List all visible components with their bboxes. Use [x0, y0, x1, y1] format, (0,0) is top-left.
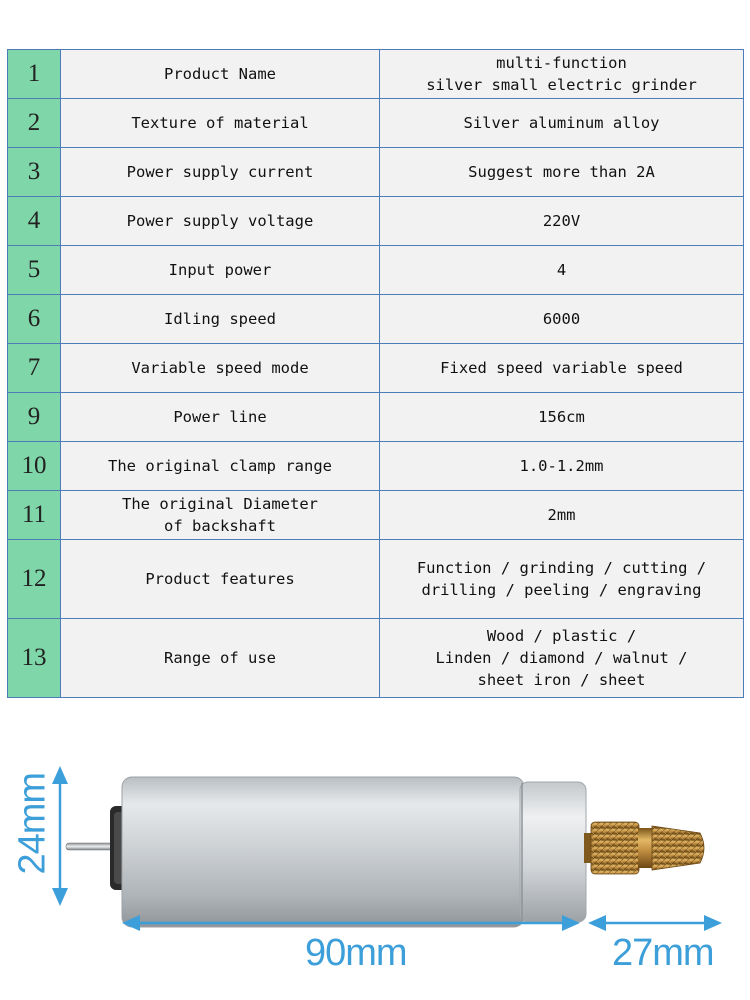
spec-table: [7, 49, 744, 698]
spec-row: [8, 50, 744, 99]
spec-name-line: Range of use: [164, 649, 276, 667]
spec-value: [380, 246, 744, 295]
spec-value-line: Wood / plastic /: [486, 627, 637, 645]
row-number: 11: [8, 491, 61, 540]
spec-name-line: of backshaft: [164, 517, 276, 535]
spec-row: [8, 619, 744, 698]
spec-name-line: Power supply current: [126, 163, 314, 181]
spec-name-line: Input power: [168, 261, 272, 279]
spec-row: [8, 197, 744, 246]
spec-value-line: Fixed speed variable speed: [440, 359, 683, 377]
spec-value: [380, 197, 744, 246]
spec-value-line: Linden / diamond / walnut /: [435, 649, 688, 667]
spec-row: [8, 442, 744, 491]
spec-name-line: The original clamp range: [108, 457, 332, 475]
diameter-label: 24mm: [11, 772, 54, 875]
grinder-icon: [66, 777, 704, 927]
spec-value-line: 220V: [542, 212, 581, 230]
row-number: 10: [8, 442, 61, 491]
spec-name-line: Power supply voltage: [126, 212, 314, 230]
spec-name: [61, 148, 380, 197]
spec-name: [61, 491, 380, 540]
spec-name: [61, 295, 380, 344]
row-number: 9: [8, 393, 61, 442]
spec-name-line: The original Diameter: [122, 495, 318, 513]
spec-value-line: sheet iron / sheet: [477, 671, 646, 689]
spec-name: [61, 619, 380, 698]
spec-row: [8, 393, 744, 442]
spec-row: [8, 99, 744, 148]
spec-value: [380, 148, 744, 197]
row-number: 7: [8, 344, 61, 393]
spec-value: [380, 491, 744, 540]
spec-name: [61, 540, 380, 619]
spec-name: [61, 246, 380, 295]
spec-value: [380, 393, 744, 442]
spec-name: [61, 344, 380, 393]
spec-name: [61, 99, 380, 148]
spec-row: [8, 148, 744, 197]
spec-name-line: Texture of material: [131, 114, 309, 132]
spec-name-line: Variable speed mode: [131, 359, 309, 377]
spec-row: [8, 540, 744, 619]
row-number: 3: [8, 148, 61, 197]
spec-row: [8, 246, 744, 295]
spec-name-line: Idling speed: [164, 310, 276, 328]
spec-name-line: Power line: [173, 408, 267, 426]
spec-value-line: 6000: [542, 310, 581, 328]
spec-name-line: Product features: [145, 570, 295, 588]
row-number: 5: [8, 246, 61, 295]
row-number: 12: [8, 540, 61, 619]
spec-name: [61, 442, 380, 491]
spec-value: [380, 295, 744, 344]
spec-row: [8, 295, 744, 344]
spec-value-line: 4: [556, 261, 567, 279]
spec-value: [380, 344, 744, 393]
body-length-label: 90mm: [305, 932, 407, 974]
chuck-length-label: 27mm: [612, 932, 714, 974]
spec-name: [61, 50, 380, 99]
spec-name: [61, 393, 380, 442]
spec-value-line: Silver aluminum alloy: [463, 114, 660, 132]
spec-value-line: Suggest more than 2A: [468, 163, 655, 181]
row-number: 13: [8, 619, 61, 698]
row-number: 2: [8, 99, 61, 148]
spec-value-line: silver small electric grinder: [426, 76, 697, 94]
spec-value-line: drilling / peeling / engraving: [421, 581, 702, 599]
spec-value-line: multi-function: [496, 54, 627, 72]
spec-name: [61, 197, 380, 246]
spec-row: [8, 491, 744, 540]
spec-name-line: Product Name: [164, 65, 276, 83]
spec-value: [380, 99, 744, 148]
spec-value: [380, 50, 744, 99]
row-number: 4: [8, 197, 61, 246]
spec-row: [8, 344, 744, 393]
spec-value-line: Function / grinding / cutting /: [416, 559, 707, 577]
spec-value: [380, 540, 744, 619]
spec-value-line: 156cm: [538, 408, 585, 426]
row-number: 6: [8, 295, 61, 344]
spec-value-line: 1.0-1.2mm: [519, 457, 604, 475]
spec-value-line: 2mm: [547, 506, 576, 524]
spec-value: [380, 442, 744, 491]
row-number: 1: [8, 50, 61, 99]
spec-value: [380, 619, 744, 698]
